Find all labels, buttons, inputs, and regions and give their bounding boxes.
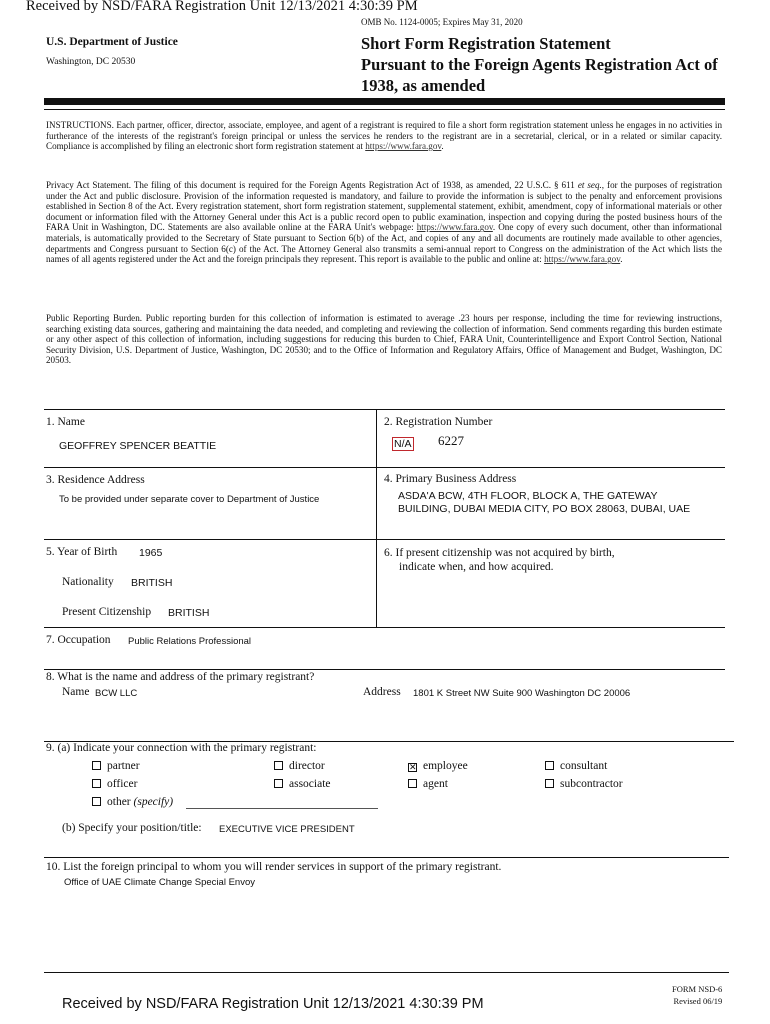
fara-link-1[interactable]: https://www.fara.gov: [365, 141, 442, 152]
grid-line: [44, 972, 729, 973]
form-title-line-2: Pursuant to the Foreign Agents Registration Act of: [361, 55, 718, 74]
business-address-label: 4. Primary Business Address: [384, 473, 517, 485]
grid-divider: [376, 409, 377, 627]
option-subcontractor[interactable]: subcontractor: [545, 778, 623, 790]
nationality-label: Nationality: [62, 576, 114, 588]
privacy-act-paragraph: Privacy Act Statement. The filing of this document is required for the Foreign Agents Registration Act of 1938, as amended, 22 U.S.C. § 611 et seq., for the purposes of registration under the Act and public disclosure. Provision of the information requested is mandatory, and failure to provide the information is subject to the penalty and enforcement provisions established in Section 8 of the Act. Every registration statement, short form registration statement, supplemental statement, exhibit, amendment, copy of informational materials or other document or information filed with the Attorney General under this Act is a public record open to public examination, inspection and copying during the posted business hours of the FARA Unit in Washington, DC. Statements are also available online at the FARA Unit's webpage: https://www.fara.gov. One copy of every such document, other than informational materials, is automatically provided to the Secretary of State pursuant to Section 6(b) of the Act, and copies of any and all documents are routinely made available to other agencies, departments and Congress pursuant to Section 6(c) of the Act. The Attorney General also transmits a semi-annual report to Congress on the administration of the Act which lists the names of all agents registered under the Act and the foreign principals they represent. This report is available to the public and online at: https://www.fara.gov.: [46, 180, 723, 265]
registration-number-label: 2. Registration Number: [384, 416, 493, 428]
received-stamp-bottom: Received by NSD/FARA Registration Unit 12/13/2021 4:30:39 PM: [62, 996, 484, 1012]
grid-line: [44, 467, 725, 468]
foreign-principal-label: 10. List the foreign principal to whom you will render services in support of the primary registrant.: [46, 861, 502, 873]
department-city: Washington, DC 20530: [46, 57, 136, 67]
form-revised: Revised 06/19: [673, 996, 723, 1006]
grid-line: [44, 539, 725, 540]
form-number: FORM NSD-6: [672, 984, 723, 994]
connection-label: 9. (a) Indicate your connection with the primary registrant:: [46, 742, 317, 754]
citizenship-label: Present Citizenship: [62, 606, 152, 618]
burden-paragraph: Public Reporting Burden. Public reporting burden for this collection of information is estimated to average .23 hours per response, including the time for reviewing instructions, searching existing data sources, gathering and maintaining the data needed, and completing and reviewing the collection of information. Send comments regarding this burden estimate or any other aspect of this collection of information, including suggestions for reducing this burden to Chief, FARA Unit, Counterintelligence and Export Control Section, National Security Division, U.S. Department of Justice, Washington, DC 20530; and to the Office of Information and Regulatory Affairs, Office of Management and Budget, Washington, DC 20503.: [46, 313, 722, 366]
residence-address-value: To be provided under separate cover to Department of Justice: [59, 494, 320, 505]
registration-na-value: N/A: [394, 438, 412, 450]
citizenship-acquired-label: 6. If present citizenship was not acquired by birth, indicate when, and how acquired.: [384, 547, 615, 573]
occupation-label: 7. Occupation: [46, 634, 111, 646]
fara-link-2[interactable]: https://www.fara.gov: [416, 222, 493, 233]
instructions-paragraph: INSTRUCTIONS. Each partner, officer, director, associate, employee, and agent of a registrant is required to file a short form registration statement unless he engages in no activities in furtherance of the interests of the registrant's foreign principal or unless the services he renders to the registrant are in a secretarial, clerical, or in a related or similar capacity. Compliance is accomplished by filing an electronic short form registration statement at https://www.fara.gov.: [46, 120, 722, 152]
subcontractor-checkbox[interactable]: [545, 779, 554, 788]
citizenship-value: BRITISH: [168, 607, 210, 619]
occupation-value: Public Relations Professional: [128, 636, 252, 647]
header-rule-thick: [44, 98, 725, 105]
omb-number: OMB No. 1124-0005; Expires May 31, 2020: [361, 17, 523, 27]
officer-checkbox[interactable]: [92, 779, 101, 788]
grid-line: [44, 669, 725, 670]
name-label: 1. Name: [46, 416, 85, 428]
form-title-line-1: Short Form Registration Statement: [361, 34, 611, 53]
grid-line: [44, 627, 725, 628]
other-specify-line[interactable]: [186, 808, 378, 809]
option-consultant[interactable]: consultant: [545, 760, 607, 772]
option-officer[interactable]: officer: [92, 778, 137, 790]
name-value: GEOFFREY SPENCER BEATTIE: [59, 440, 217, 452]
business-address-line-2: BUILDING, DUBAI MEDIA CITY, PO BOX 28063, DUBAI, UAE: [398, 503, 691, 515]
grid-line: [44, 409, 725, 410]
position-title-label: (b) Specify your position/title:: [62, 822, 202, 834]
header-rule-thin: [44, 109, 725, 110]
form-identifier: [672, 983, 722, 1007]
registrant-address-value: 1801 K Street NW Suite 900 Washington DC 20006: [413, 688, 631, 699]
form-title-line-3: 1938, as amended: [361, 76, 486, 95]
fara-link-3[interactable]: https://www.fara.gov: [544, 254, 621, 265]
received-stamp-top: Received by NSD/FARA Registration Unit 12/13/2021 4:30:39 PM: [26, 0, 418, 14]
form-title: [361, 33, 741, 96]
registration-number-value: 6227: [438, 433, 464, 448]
registrant-name-value: BCW LLC: [95, 688, 138, 699]
department-name: U.S. Department of Justice: [46, 36, 178, 48]
consultant-checkbox[interactable]: [545, 761, 554, 770]
option-director[interactable]: director: [274, 760, 325, 772]
other-checkbox[interactable]: [92, 797, 101, 806]
option-other[interactable]: other (specify): [92, 796, 173, 808]
option-employee[interactable]: ✕ employee: [409, 760, 468, 773]
employee-checkbox-checked[interactable]: ✕: [409, 763, 417, 773]
business-address-line-1: ASDA'A BCW, 4TH FLOOR, BLOCK A, THE GATEWAY: [398, 490, 658, 502]
primary-registrant-label: 8. What is the name and address of the primary registrant?: [46, 671, 315, 683]
birth-year-value: 1965: [139, 547, 163, 559]
option-associate[interactable]: associate: [274, 778, 331, 790]
business-address-value: [398, 490, 690, 516]
nationality-value: BRITISH: [131, 577, 173, 589]
option-agent[interactable]: agent: [408, 778, 448, 790]
registrant-address-label: Address: [363, 686, 401, 698]
agent-checkbox[interactable]: [408, 779, 417, 788]
partner-checkbox[interactable]: [92, 761, 101, 770]
foreign-principal-value: Office of UAE Climate Change Special Envoy: [64, 877, 255, 888]
associate-checkbox[interactable]: [274, 779, 283, 788]
registrant-name-label: Name: [62, 686, 90, 698]
option-partner[interactable]: partner: [92, 760, 140, 772]
position-title-value: EXECUTIVE VICE PRESIDENT: [219, 824, 355, 835]
grid-line: [44, 857, 729, 858]
residence-address-label: 3. Residence Address: [46, 474, 145, 486]
director-checkbox[interactable]: [274, 761, 283, 770]
birth-year-label: 5. Year of Birth: [46, 546, 118, 558]
